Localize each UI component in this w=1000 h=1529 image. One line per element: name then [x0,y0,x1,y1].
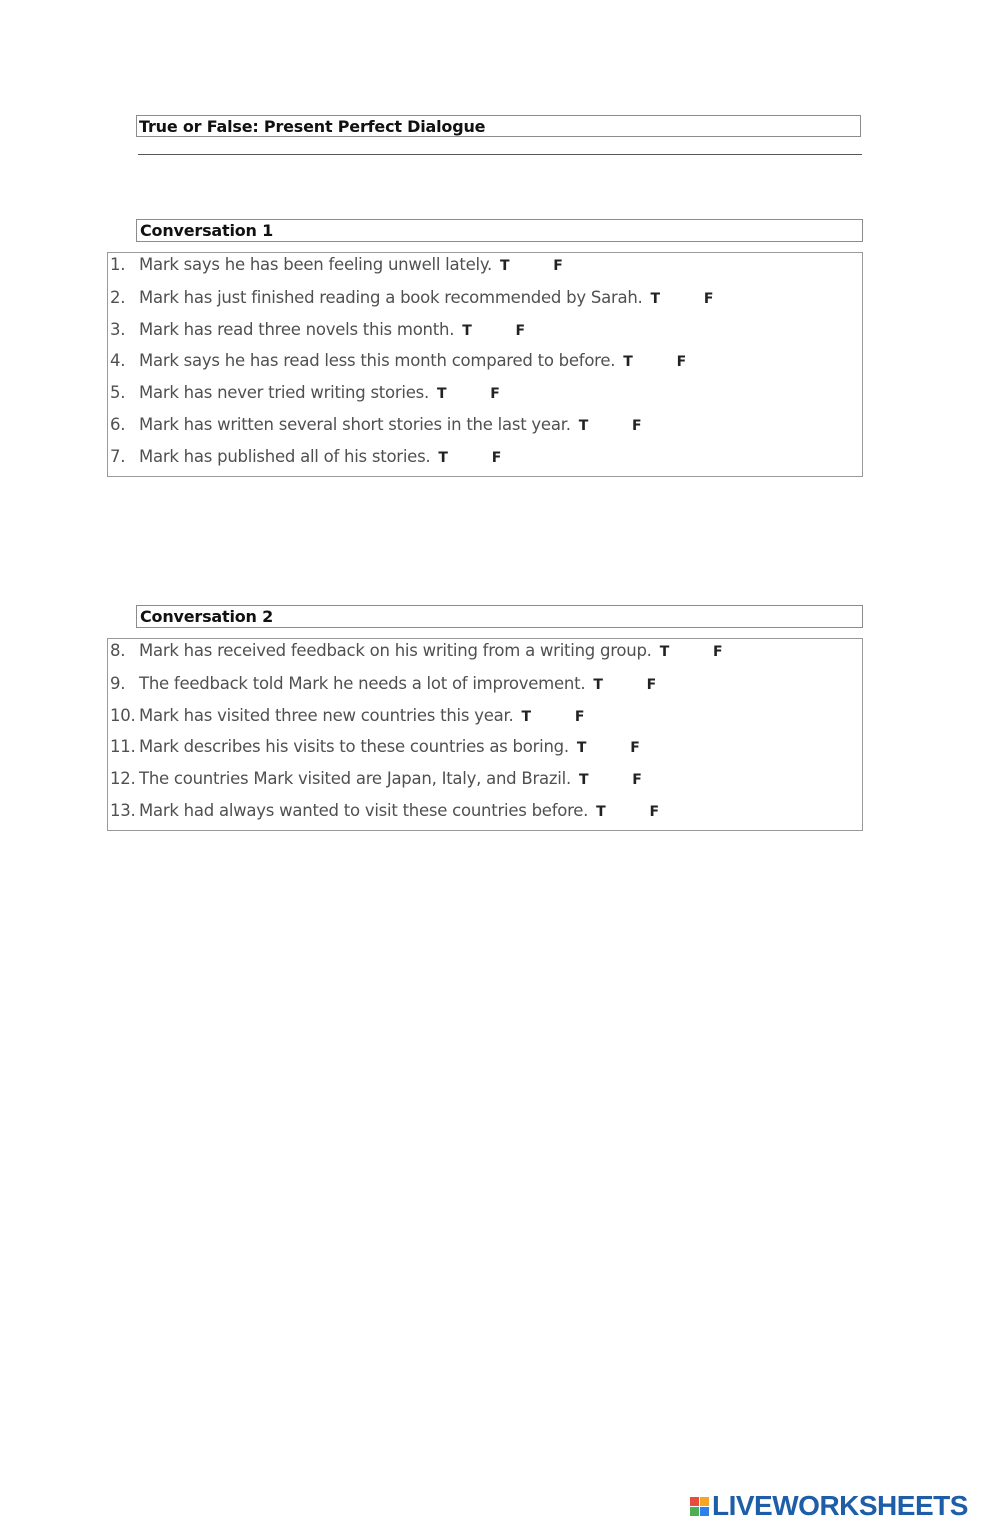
brand-name: LIVEWORKSHEETS [712,1490,968,1521]
question-statement: Mark had always wanted to visit these countries before. [139,800,589,820]
true-option[interactable]: T [578,772,589,789]
false-option[interactable]: F [713,644,723,660]
question-text-wrap [139,639,722,664]
question-text-wrap [139,285,713,312]
true-option[interactable]: T [436,386,447,403]
false-option[interactable]: F [574,708,585,725]
false-option[interactable]: F [630,740,640,757]
question-list-conversation-2 [107,638,863,831]
true-option[interactable]: T [596,803,606,820]
question-statement: The feedback told Mark he needs a lot of improvement. [139,673,586,693]
question-text-wrap [139,444,501,471]
question-text-wrap [139,734,640,761]
question-list-conversation-1 [107,252,863,477]
question-row [108,285,862,317]
question-number: 3. [110,319,126,339]
true-option[interactable]: T [650,290,660,307]
question-number: 11. [110,737,136,757]
question-text-wrap [139,380,500,407]
question-text-wrap [139,798,659,825]
true-option[interactable]: T [578,417,589,434]
question-row [108,253,862,285]
question-statement: Mark says he has been feeling unwell lately. [139,255,492,274]
liveworksheets-brand [690,1491,968,1521]
logo-tile-green [690,1507,699,1516]
false-option[interactable]: F [676,354,686,371]
question-statement: Mark has published all of his stories. [139,446,431,466]
question-statement: Mark has read three novels this month. [139,319,455,339]
question-number: 10. [110,705,136,725]
question-row [108,671,862,703]
false-option[interactable]: F [703,290,714,307]
logo-tile-red [690,1497,699,1506]
question-number: 12. [110,769,136,789]
question-number: 8. [110,641,126,660]
question-statement: Mark has just finished reading a book recommended by Sarah. [139,287,643,307]
true-option[interactable]: T [576,740,587,757]
question-text-wrap [139,412,641,439]
false-option[interactable]: F [490,386,500,403]
worksheet-title: True or False: Present Perfect Dialogue [136,115,861,137]
false-option[interactable]: F [646,676,656,693]
question-statement: Mark has written several short stories in the last year. [139,414,571,434]
question-statement: The countries Mark visited are Japan, Italy, and Brazil. [139,769,571,789]
question-statement: Mark has received feedback on his writing from a writing group. [139,641,652,660]
question-number: 6. [110,414,126,434]
question-row [108,380,862,412]
question-statement: Mark has never tried writing stories. [139,383,429,403]
false-option[interactable]: F [632,417,642,434]
question-row [108,444,862,476]
true-option[interactable]: T [499,258,510,274]
section-heading-conversation-2: Conversation 2 [136,605,863,628]
true-option[interactable]: T [521,708,531,725]
question-number: 7. [110,446,126,466]
question-row [108,412,862,444]
true-option[interactable]: T [438,449,448,466]
question-statement: Mark says he has read less this month compared to before. [139,351,616,371]
question-row [108,798,862,830]
question-row [108,639,862,671]
question-row [108,766,862,798]
question-text-wrap [139,253,563,278]
logo-tile-orange [700,1497,709,1506]
question-row [108,734,862,766]
section-heading-conversation-1: Conversation 1 [136,219,863,242]
question-statement: Mark has visited three new countries this year. [139,705,514,725]
question-number: 5. [110,383,126,403]
logo-tile-blue [700,1507,709,1516]
question-number: 13. [110,800,136,820]
question-row [108,348,862,380]
question-text-wrap [139,317,525,344]
question-text-wrap [139,766,642,793]
true-option[interactable]: T [462,322,472,339]
question-text-wrap [139,671,656,698]
question-statement: Mark describes his visits to these countries as boring. [139,737,569,757]
false-option[interactable]: F [632,772,642,789]
false-option[interactable]: F [649,803,659,820]
false-option[interactable]: F [515,322,525,339]
question-number: 4. [110,351,126,371]
false-option[interactable]: F [491,449,502,466]
question-number: 1. [110,255,126,274]
question-text-wrap [139,348,686,375]
title-underline [138,154,862,155]
question-number: 2. [110,287,126,307]
false-option[interactable]: F [553,258,563,274]
true-option[interactable]: T [659,644,669,660]
true-option[interactable]: T [593,676,603,693]
question-number: 9. [110,673,126,693]
true-option[interactable]: T [623,354,633,371]
question-row [108,317,862,349]
question-text-wrap [139,703,584,730]
liveworksheets-logo-icon [690,1497,709,1516]
question-row [108,703,862,735]
